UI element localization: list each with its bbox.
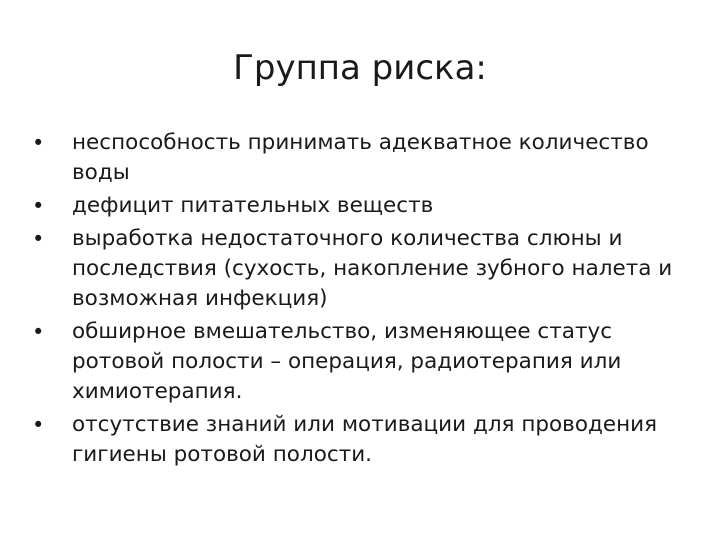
- list-item: [30, 317, 700, 407]
- bullet-icon: •: [32, 320, 45, 344]
- bullet-list: [30, 128, 700, 473]
- list-item: [30, 410, 700, 470]
- list-item-text: дефицит питательных веществ: [72, 193, 434, 218]
- slide-title: Группа риска:: [233, 48, 487, 88]
- list-item: [30, 191, 700, 221]
- list-item-text: отсутствие знаний или мотивации для проводения гигиены ротовой полости.: [72, 412, 658, 467]
- bullet-icon: •: [32, 227, 45, 251]
- list-item: [30, 224, 700, 314]
- list-item-text: обширное вмешательство, изменяющее статус ротовой полости – операция, радиотерапия или химиотерапия.: [72, 319, 622, 404]
- list-item-text: неспособность принимать адекватное количество воды: [72, 130, 649, 185]
- bullet-icon: •: [32, 413, 45, 437]
- list-item: [30, 128, 700, 188]
- bullet-icon: •: [32, 194, 45, 218]
- list-item-text: выработка недостаточного количества слюны и последствия (сухость, накопление зубного налета и возможная инфекция): [72, 226, 673, 311]
- bullet-icon: •: [32, 131, 45, 155]
